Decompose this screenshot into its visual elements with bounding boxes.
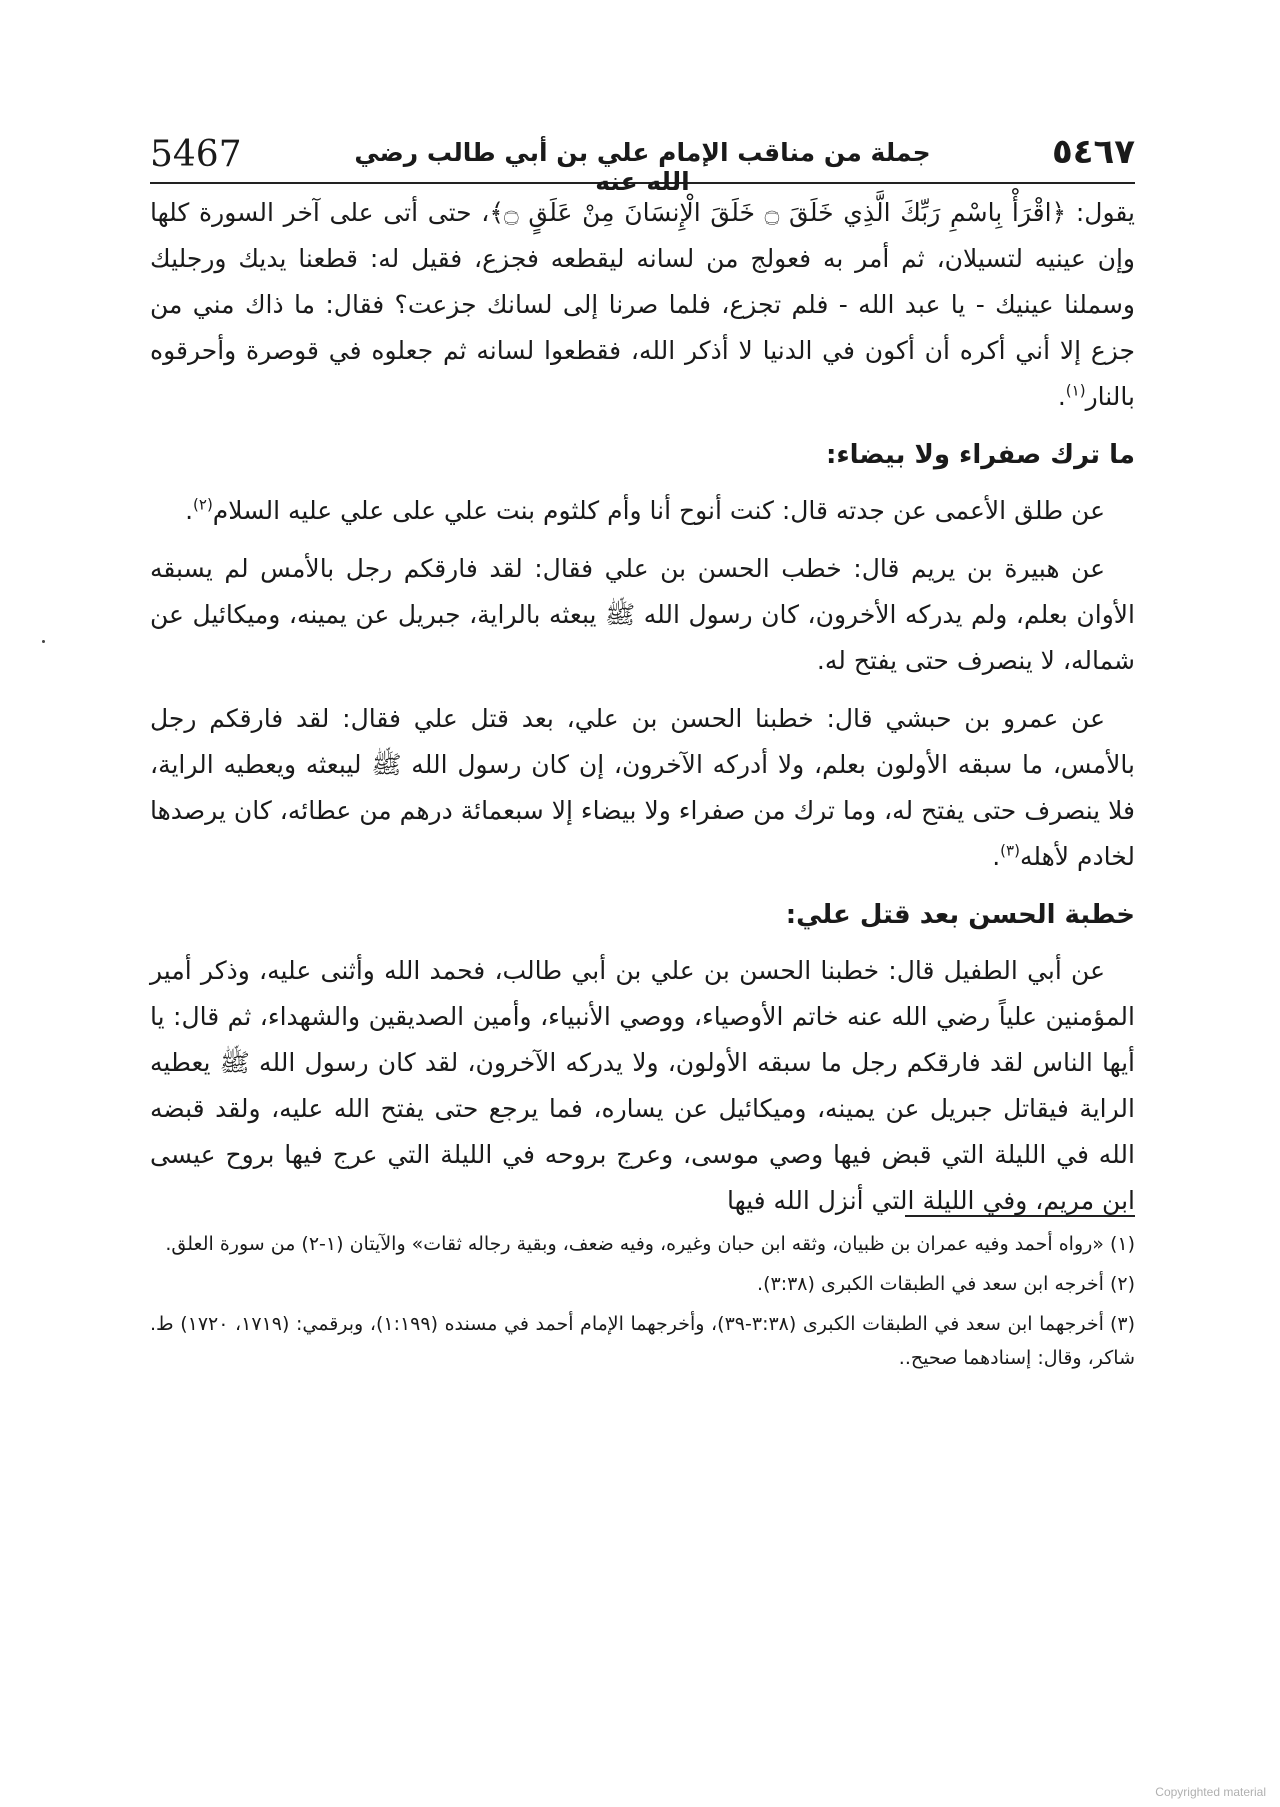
section-heading-2: خطبة الحسن بعد قتل علي: bbox=[785, 900, 1135, 930]
copyright-watermark: Copyrighted material bbox=[1155, 1785, 1266, 1799]
running-header bbox=[150, 120, 1135, 196]
p2-end: . bbox=[185, 496, 194, 525]
body-text bbox=[150, 190, 1135, 1224]
footnote-text: أخرجهما ابن سعد في الطبقات الكبرى (٣:٣٨-٣٩)، وأخرجهما الإمام أحمد في مسنده (١:١٩٩)، وبرقمي: (١٧١٩، ١٧٢٠) ط. شاكر، وقال: إسنادهما صحيح.. bbox=[150, 1313, 1135, 1369]
footnote-ref-2[interactable]: (٢) bbox=[193, 495, 213, 514]
footnote-ref-1[interactable]: (١) bbox=[1065, 381, 1086, 400]
page-number-latin: 5467 bbox=[150, 134, 242, 175]
footnotes bbox=[150, 1215, 1135, 1381]
p1-lead: يقول: bbox=[1066, 198, 1135, 227]
footnote-3 bbox=[150, 1307, 1135, 1375]
paragraph-2 bbox=[150, 488, 1135, 534]
paragraph-1 bbox=[150, 190, 1135, 420]
section-heading-1: ما ترك صفراء ولا بيضاء: bbox=[825, 440, 1135, 470]
footnote-ref-3[interactable]: (٣) bbox=[1000, 841, 1020, 860]
stray-dot bbox=[42, 640, 45, 643]
p4-text: عن عمرو بن حبشي قال: خطبنا الحسن بن علي، بعد قتل علي فقال: لقد فارقكم رجل بالأمس، ما سبقه الأولون بعلم، ولا أدركه الآخرون، إن كان رسول الله ﷺ ليبعثه ويعطيه الراية، فلا ينصرف حتى يفتح له، وما ترك من صفراء ولا بيضاء إلا سبعمائة درهم من عطائه، كان يرصدها لخادم لأهله bbox=[150, 704, 1135, 871]
page bbox=[150, 120, 1135, 1236]
footnote-2 bbox=[150, 1267, 1135, 1301]
footnote-number: (٣) bbox=[1109, 1313, 1135, 1335]
paragraph-5: عن أبي الطفيل قال: خطبنا الحسن بن علي بن أبي طالب، فحمد الله وأثنى عليه، وذكر أمير المؤمنين علياً رضي الله عنه خاتم الأوصياء، ووصي الأنبياء، وأمين الصديقين والشهداء، ثم قال: يا أيها الناس لقد فارقكم رجل ما سبقه الأولون، ولا يدركه الآخرون، لقد كان رسول الله ﷺ يعطيه الراية فيقاتل جبريل عن يمينه، وميكائيل عن يساره، فما يرجع حتى يفتح الله عليه، ولقد قبضه الله في الليلة التي قبض فيها وصي موسى، وعرج بروحه في الليلة التي عرج فيها بروح عيسى ابن مريم، وفي الليلة التي أنزل الله فيها bbox=[150, 956, 1135, 1215]
footnote-text: أخرجه ابن سعد في الطبقات الكبرى (٣:٣٨). bbox=[757, 1273, 1104, 1295]
footnote-number: (٢) bbox=[1109, 1273, 1135, 1295]
quran-verse: ﴿اقْرَأْ بِاسْمِ رَبِّكَ الَّذِي خَلَقَ ۝ خَلَقَ الْإِنسَانَ مِنْ عَلَقٍ ۝﴾ bbox=[489, 198, 1067, 227]
footnote-rule bbox=[905, 1215, 1135, 1217]
running-title: جملة من مناقب الإمام علي بن أبي طالب رضي الله عنه bbox=[354, 138, 931, 196]
footnote-1 bbox=[150, 1227, 1135, 1261]
p1-end: . bbox=[1057, 382, 1066, 411]
page-number-arabic: ٥٤٦٧ bbox=[1051, 132, 1135, 172]
p2-text: عن طلق الأعمى عن جدته قال: كنت أنوح أنا وأم كلثوم بنت علي على علي عليه السلام bbox=[212, 496, 1105, 525]
footnote-number: (١) bbox=[1109, 1233, 1135, 1255]
paragraph-3: عن هبيرة بن يريم قال: خطب الحسن بن علي فقال: لقد فارقكم رجل بالأمس لم يسبقه الأوان بعلم، ولم يدركه الأخرون، كان رسول الله ﷺ يبعثه بالراية، جبريل عن يمينه، وميكائيل عن شماله، لا ينصرف حتى يفتح له. bbox=[150, 554, 1135, 675]
p4-end: . bbox=[992, 842, 1001, 871]
paragraph-4 bbox=[150, 696, 1135, 880]
p1-text: ، حتى أتى على آخر السورة كلها وإن عينيه لتسيلان، ثم أمر به فعولج من لسانه ليقطعه فجزع، فقيل له: قطعنا يديك ورجليك وسملنا عينيك - يا عبد الله - فلم تجزع، فلما صرنا إلى لسانك جزعت؟ فقال: ما ذاك مني من جزع إلا أني أكره أن أكون في الدنيا لا أذكر الله، فقطعوا لسانه ثم جعلوه في قوصرة وأحرقوه بالنار bbox=[150, 198, 1135, 411]
footnote-text: «رواه أحمد وفيه عمران بن ظبيان، وثقه ابن حبان وغيره، وفيه ضعف، وبقية رجاله ثقات» والآيتان (١-٢) من سورة العلق. bbox=[165, 1233, 1104, 1255]
